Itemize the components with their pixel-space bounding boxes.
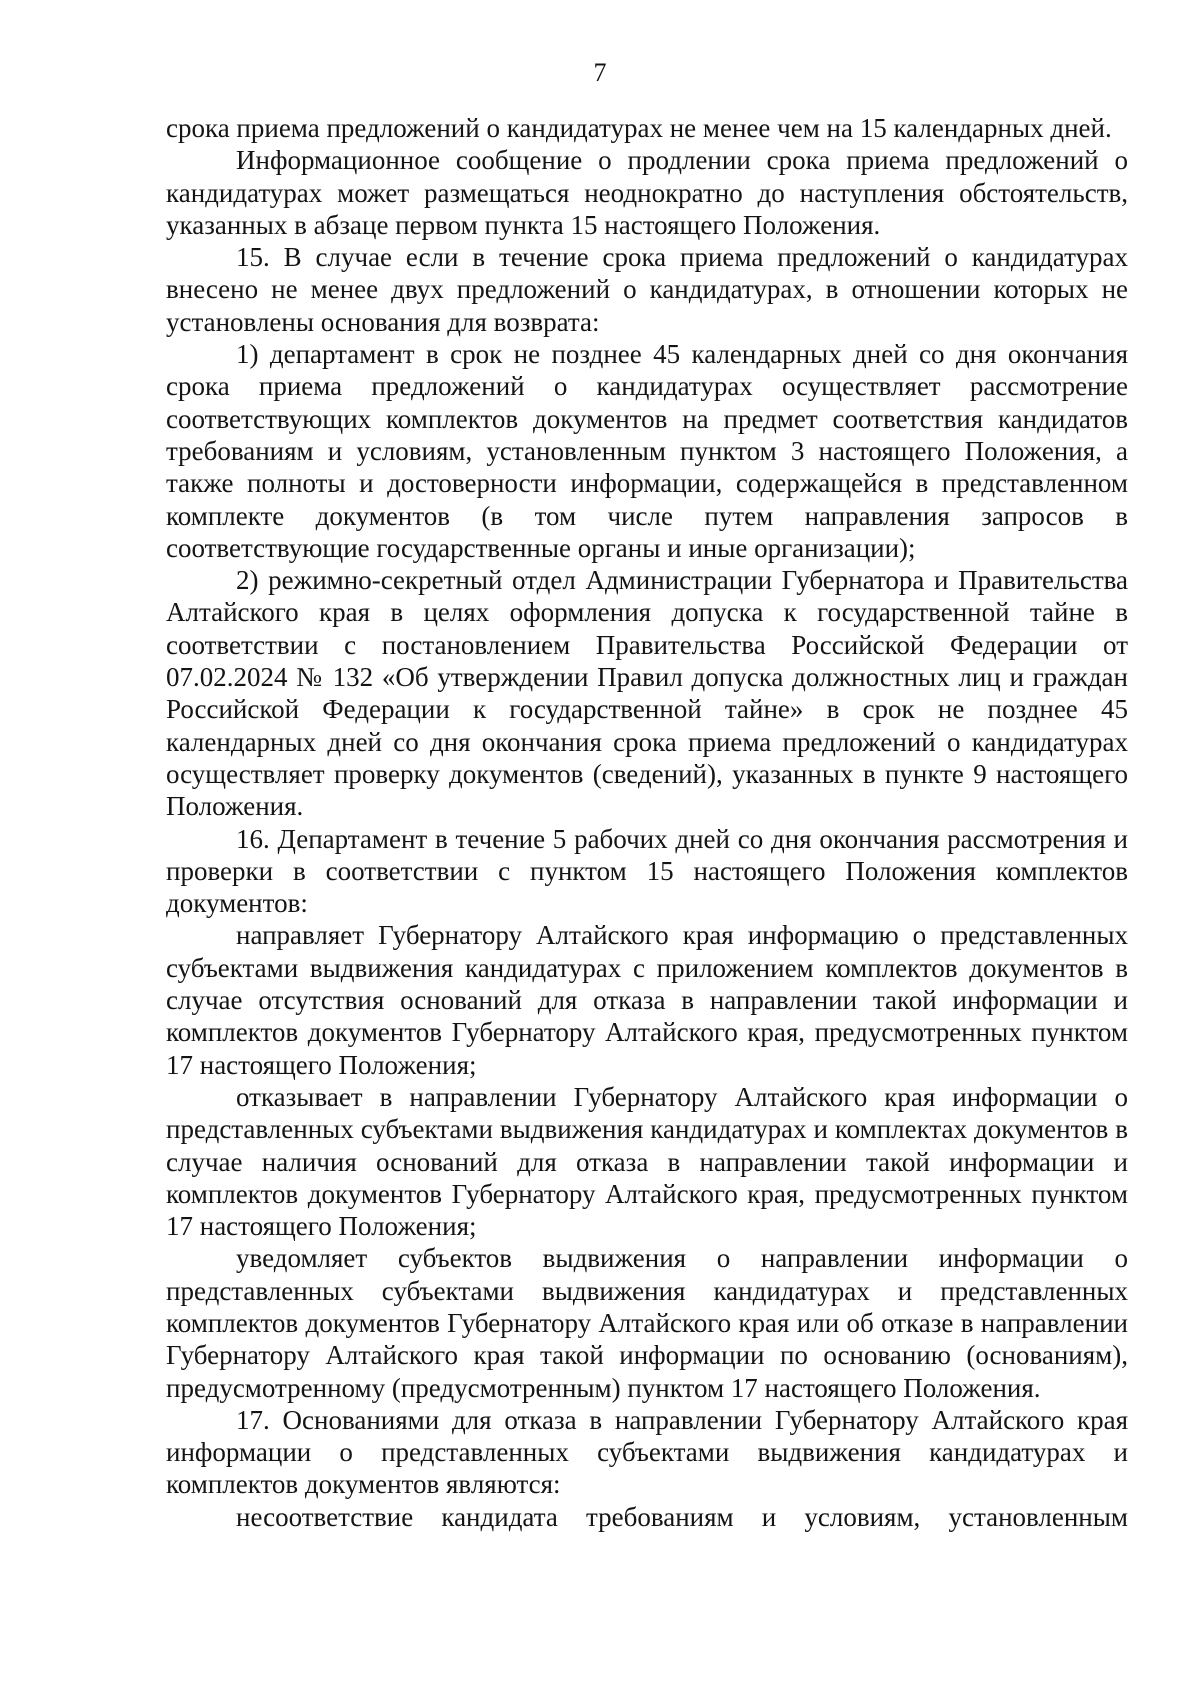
- paragraph-clause-15: 15. В случае если в течение срока приема предложений о кандидатурах внесено не менее двух предложений о кандидатурах, в отношении которых не установлены основания для возврата:: [166, 242, 1128, 337]
- paragraph-clause-16: 16. Департамент в течение 5 рабочих дней со дня окончания рассмотрения и проверки в соответствии с пунктом 15 настоящего Положения комплектов документов:: [166, 823, 1128, 919]
- paragraph-clause-15-item-1: 1) департамент в срок не позднее 45 календарных дней со дня окончания срока приема предложений о кандидатурах осуществляет рассмотрение соответствующих комплектов документов на предмет соответствия кандидатов требованиям и условиям, установленным пунктом 3 настоящего Положения, а также полноты и достоверности информации, содержащейся в представленном комплекте документов (в том числе путем направления запросов в соответствующие государственные органы и иные организации);: [166, 339, 1128, 563]
- page-number: 7: [593, 58, 607, 87]
- paragraph-clause-17-ground-1: несоответствие кандидата требованиям и условиям, установленным: [236, 1501, 1128, 1532]
- paragraph-clause-15-item-2: 2) режимно-секретный отдел Администрации Губернатора и Правительства Алтайского края в целях оформления допуска к государственной тайне в соответствии с постановлением Правительства Российской Федерации от 07.02.2024 № 132 «Об утверждении Правил допуска должностных лиц и граждан Российской Федерации к государственной тайне» в срок не позднее 45 календарных дней со дня окончания срока приема предложений о кандидатурах осуществляет проверку документов (сведений), указанных в пункте 9 настоящего Положения.: [166, 565, 1128, 822]
- paragraph-clause-16-notifies: уведомляет субъектов выдвижения о направлении информации о представленных субъектами выдвижения кандидатурах и представленных комплектов документов Губернатору Алтайского края или об отказе в направлении Губернатору Алтайского края такой информации по основанию (основаниям), предусмотренному (предусмотренным) пунктом 17 настоящего Положения.: [166, 1243, 1128, 1403]
- paragraph-clause-17: 17. Основаниями для отказа в направлении Губернатору Алтайского края информации о представленных субъектами выдвижения кандидатурах и комплектов документов являются:: [166, 1404, 1128, 1500]
- paragraph-continuation: срока приема предложений о кандидатурах не менее чем на 15 календарных дней.: [166, 113, 1112, 143]
- document-body: [166, 112, 1128, 1533]
- paragraph-clause-16-directs: направляет Губернатору Алтайского края информацию о представленных субъектами выдвижения кандидатурах с приложением комплектов документов в случае отсутствия оснований для отказа в направлении такой информации и комплектов документов Губернатору Алтайского края, предусмотренных пунктом 17 настоящего Положения;: [166, 920, 1128, 1080]
- paragraph-info-message: Информационное сообщение о продлении срока приема предложений о кандидатурах может размещаться неоднократно до наступления обстоятельств, указанных в абзаце первом пункта 15 настоящего Положения.: [166, 145, 1128, 240]
- paragraph-clause-16-refuses: отказывает в направлении Губернатору Алтайского края информации о представленных субъектами выдвижения кандидатурах и комплектах документов в случае наличия оснований для отказа в направлении такой информации и комплектов документов Губернатору Алтайского края, предусмотренных пунктом 17 настоящего Положения;: [166, 1081, 1128, 1242]
